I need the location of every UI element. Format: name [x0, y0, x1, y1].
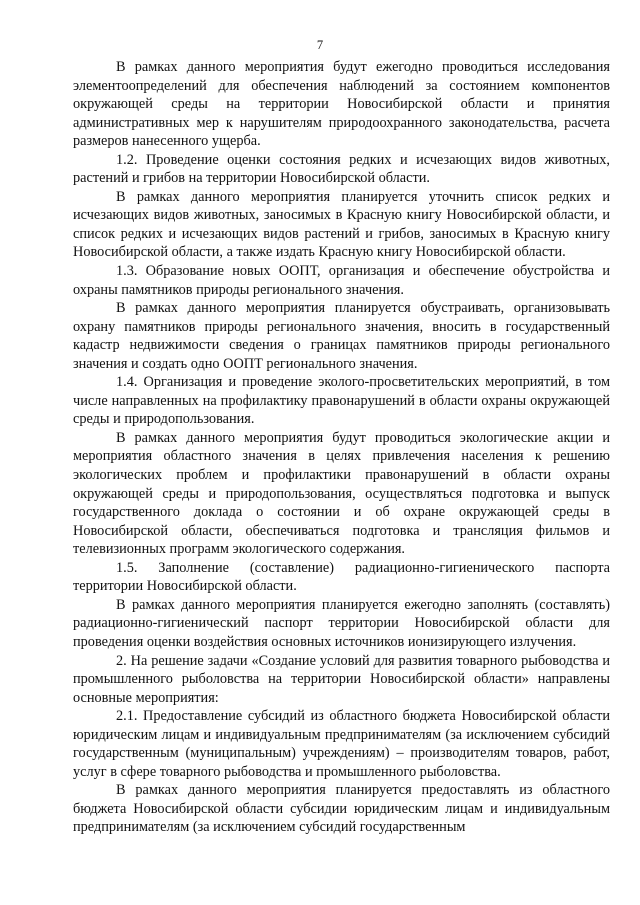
paragraph-item-1-5: 1.5. Заполнение (составление) радиационно-гигиенического паспорта территории Новосибирской области.	[73, 559, 610, 595]
paragraph-item-1-4: 1.4. Организация и проведение эколого-просветительских мероприятий, в том числе направленных на профилактику правонарушений в области охраны окружающей среды и природопользования.	[73, 374, 610, 428]
paragraph-monitoring-studies: В рамках данного мероприятия будут ежегодно проводиться исследования элементоопределений для обеспечения наблюдений за состоянием компонентов окружающей среды на территории Новосибирской области и принятия административных мер к нарушителям природоохранного законодательства, расчета размеров нанесенного ущерба.	[73, 59, 610, 150]
page-number: 7	[316, 38, 324, 52]
paragraph-item-2-1: 2.1. Предоставление субсидий из областного бюджета Новосибирской области юридическим лицам и индивидуальным предпринимателям (за исключением субсидий государственным (муниципальным) учреждениям) – производителям товаров, работ, услуг в сфере товарного рыбоводства и промышленного рыболовства.	[73, 708, 610, 780]
paragraph-red-book: В рамках данного мероприятия планируется уточнить список редких и исчезающих видов животных, заносимых в Красную книгу Новосибирской области, и список редких и исчезающих видов растений и грибов, заносимых в Красную книгу Новосибирской области, а также издать Красную книгу Новосибирской области.	[73, 188, 610, 261]
paragraph-radiation-passport: В рамках данного мероприятия планируется ежегодно заполнять (составлять) радиационно-гигиенический паспорт территории Новосибирской области для проведения оценки воздействия основных источников ионизирующего излучения.	[73, 596, 610, 650]
document-body	[73, 58, 610, 837]
paragraph-item-2: 2. На решение задачи «Создание условий для развития товарного рыбоводства и промышленного рыболовства на территории Новосибирской области» направлены основные мероприятия:	[73, 652, 610, 706]
paragraph-nature-monuments: В рамках данного мероприятия планируется обустраивать, организовывать охрану памятников природы регионального значения, вносить в государственный кадастр недвижимости сведения о границах памятников природы регионального значения и создать одно ООПТ регионального значения.	[73, 300, 610, 372]
paragraph-subsidies: В рамках данного мероприятия планируется предоставлять из областного бюджета Новосибирской области субсидии юридическим лицам и индивидуальным предпринимателям (за исключением субсидий государственным	[73, 782, 610, 836]
paragraph-item-1-3: 1.3. Образование новых ООПТ, организация и обеспечение обустройства и охраны памятников природы регионального значения.	[73, 263, 610, 298]
paragraph-item-1-2: 1.2. Проведение оценки состояния редких и исчезающих видов животных, растений и грибов на территории Новосибирской области.	[73, 151, 610, 187]
paragraph-eco-events: В рамках данного мероприятия будут проводиться экологические акции и мероприятия областного значения в целях привлечения населения к решению экологических проблем и профилактики правонарушений в области охраны окружающей среды и природопользования, осуществляться подготовка и выпуск государственного доклада о состоянии и об охране окружающей среды в Новосибирской области, обеспечиваться подготовка и трансляция фильмов и телевизионных программ экологического содержания.	[73, 429, 610, 558]
